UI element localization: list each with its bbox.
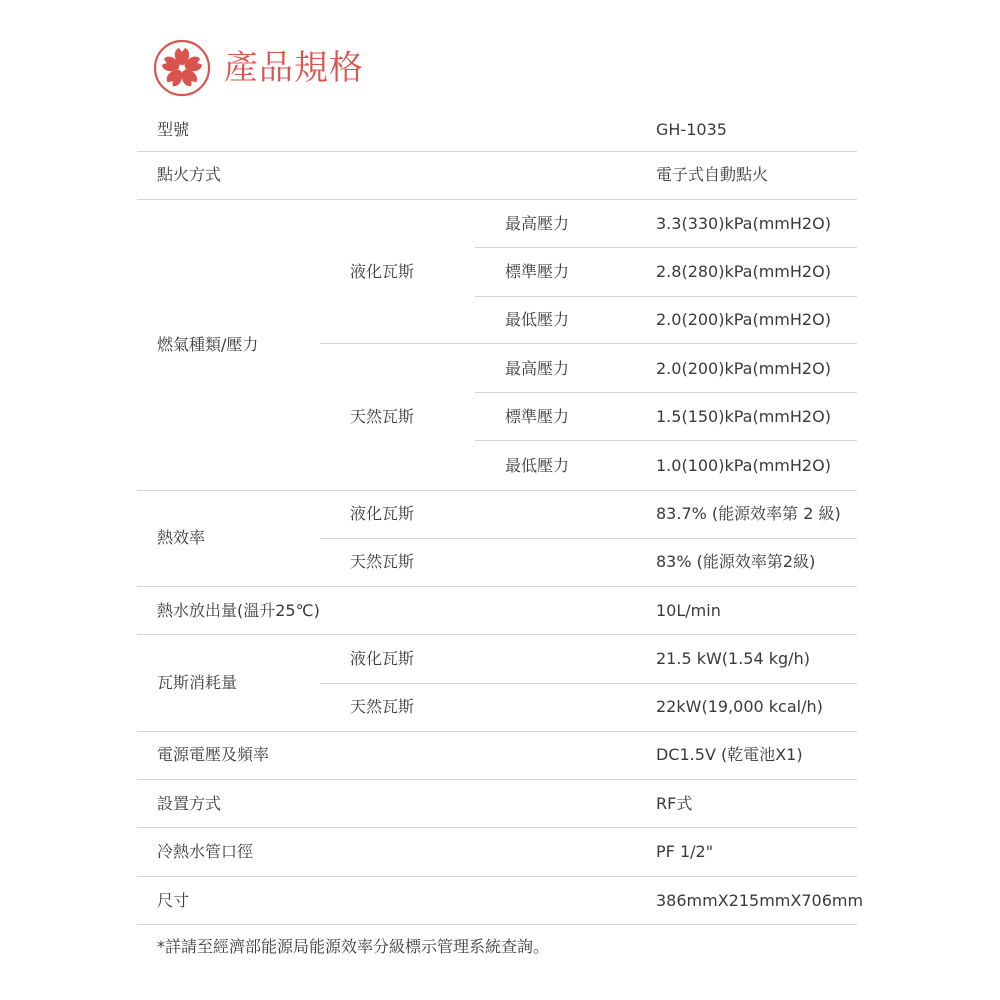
row-divider xyxy=(475,392,857,393)
ignition-label: 點火方式 xyxy=(157,165,222,184)
hot-water-label: 熱水放出量(溫升25℃) xyxy=(157,601,320,620)
power-label: 電源電壓及頻率 xyxy=(157,745,270,764)
row-divider xyxy=(137,924,857,925)
row-divider xyxy=(137,634,857,635)
gas-pressure-ng-label: 天然瓦斯 xyxy=(350,407,415,426)
consumption-label: 瓦斯消耗量 xyxy=(157,673,238,692)
row-divider xyxy=(137,827,857,828)
size-label: 尺寸 xyxy=(157,891,190,910)
ng-min-pressure-value: 1.0(100)kPa(mmH2O) xyxy=(656,456,831,475)
page-header xyxy=(152,38,364,98)
ng-std-pressure-label: 標準壓力 xyxy=(505,407,570,426)
row-divider xyxy=(137,490,857,491)
ignition-value: 電子式自動點火 xyxy=(656,165,769,184)
consumption-lpg-label: 液化瓦斯 xyxy=(350,649,415,668)
lpg-max-pressure-label: 最高壓力 xyxy=(505,214,570,233)
lpg-std-pressure-value: 2.8(280)kPa(mmH2O) xyxy=(656,262,831,281)
row-divider xyxy=(475,440,857,441)
efficiency-lpg-label: 液化瓦斯 xyxy=(350,504,415,523)
row-divider xyxy=(320,683,857,684)
row-divider xyxy=(137,779,857,780)
row-divider xyxy=(137,876,857,877)
efficiency-lpg-value: 83.7% (能源效率第 2 級) xyxy=(656,504,841,523)
efficiency-ng-label: 天然瓦斯 xyxy=(350,552,415,571)
ng-max-pressure-value: 2.0(200)kPa(mmH2O) xyxy=(656,359,831,378)
model-label: 型號 xyxy=(157,120,190,139)
consumption-ng-value: 22kW(19,000 kcal/h) xyxy=(656,697,823,716)
size-value: 386mmX215mmX706mm xyxy=(656,891,864,910)
power-value: DC1.5V (乾電池X1) xyxy=(656,745,803,764)
ng-max-pressure-label: 最高壓力 xyxy=(505,359,570,378)
pipe-label: 冷熱水管口徑 xyxy=(157,842,254,861)
lpg-min-pressure-label: 最低壓力 xyxy=(505,310,570,329)
row-divider xyxy=(475,296,857,297)
cherry-blossom-icon xyxy=(152,38,212,98)
ng-min-pressure-label: 最低壓力 xyxy=(505,456,570,475)
row-divider xyxy=(137,199,857,200)
model-value: GH-1035 xyxy=(656,120,727,139)
consumption-lpg-value: 21.5 kW(1.54 kg/h) xyxy=(656,649,810,668)
consumption-ng-label: 天然瓦斯 xyxy=(350,697,415,716)
row-divider xyxy=(137,586,857,587)
row-divider xyxy=(320,343,857,344)
gas-pressure-lpg-label: 液化瓦斯 xyxy=(350,262,415,281)
ng-std-pressure-value: 1.5(150)kPa(mmH2O) xyxy=(656,407,831,426)
gas-pressure-label: 燃氣種類/壓力 xyxy=(157,335,259,354)
install-value: RF式 xyxy=(656,794,693,813)
lpg-min-pressure-value: 2.0(200)kPa(mmH2O) xyxy=(656,310,831,329)
lpg-std-pressure-label: 標準壓力 xyxy=(505,262,570,281)
efficiency-ng-value: 83% (能源效率第2級) xyxy=(656,552,816,571)
efficiency-label: 熱效率 xyxy=(157,528,206,547)
footnote: *詳請至經濟部能源局能源效率分級標示管理系統查詢。 xyxy=(157,937,550,956)
row-divider xyxy=(137,731,857,732)
row-divider xyxy=(320,538,857,539)
lpg-max-pressure-value: 3.3(330)kPa(mmH2O) xyxy=(656,214,831,233)
page-title: 產品規格 xyxy=(224,48,364,88)
pipe-value: PF 1/2" xyxy=(656,842,714,861)
hot-water-value: 10L/min xyxy=(656,601,721,620)
row-divider xyxy=(137,151,857,152)
row-divider xyxy=(475,247,857,248)
install-label: 設置方式 xyxy=(157,794,222,813)
